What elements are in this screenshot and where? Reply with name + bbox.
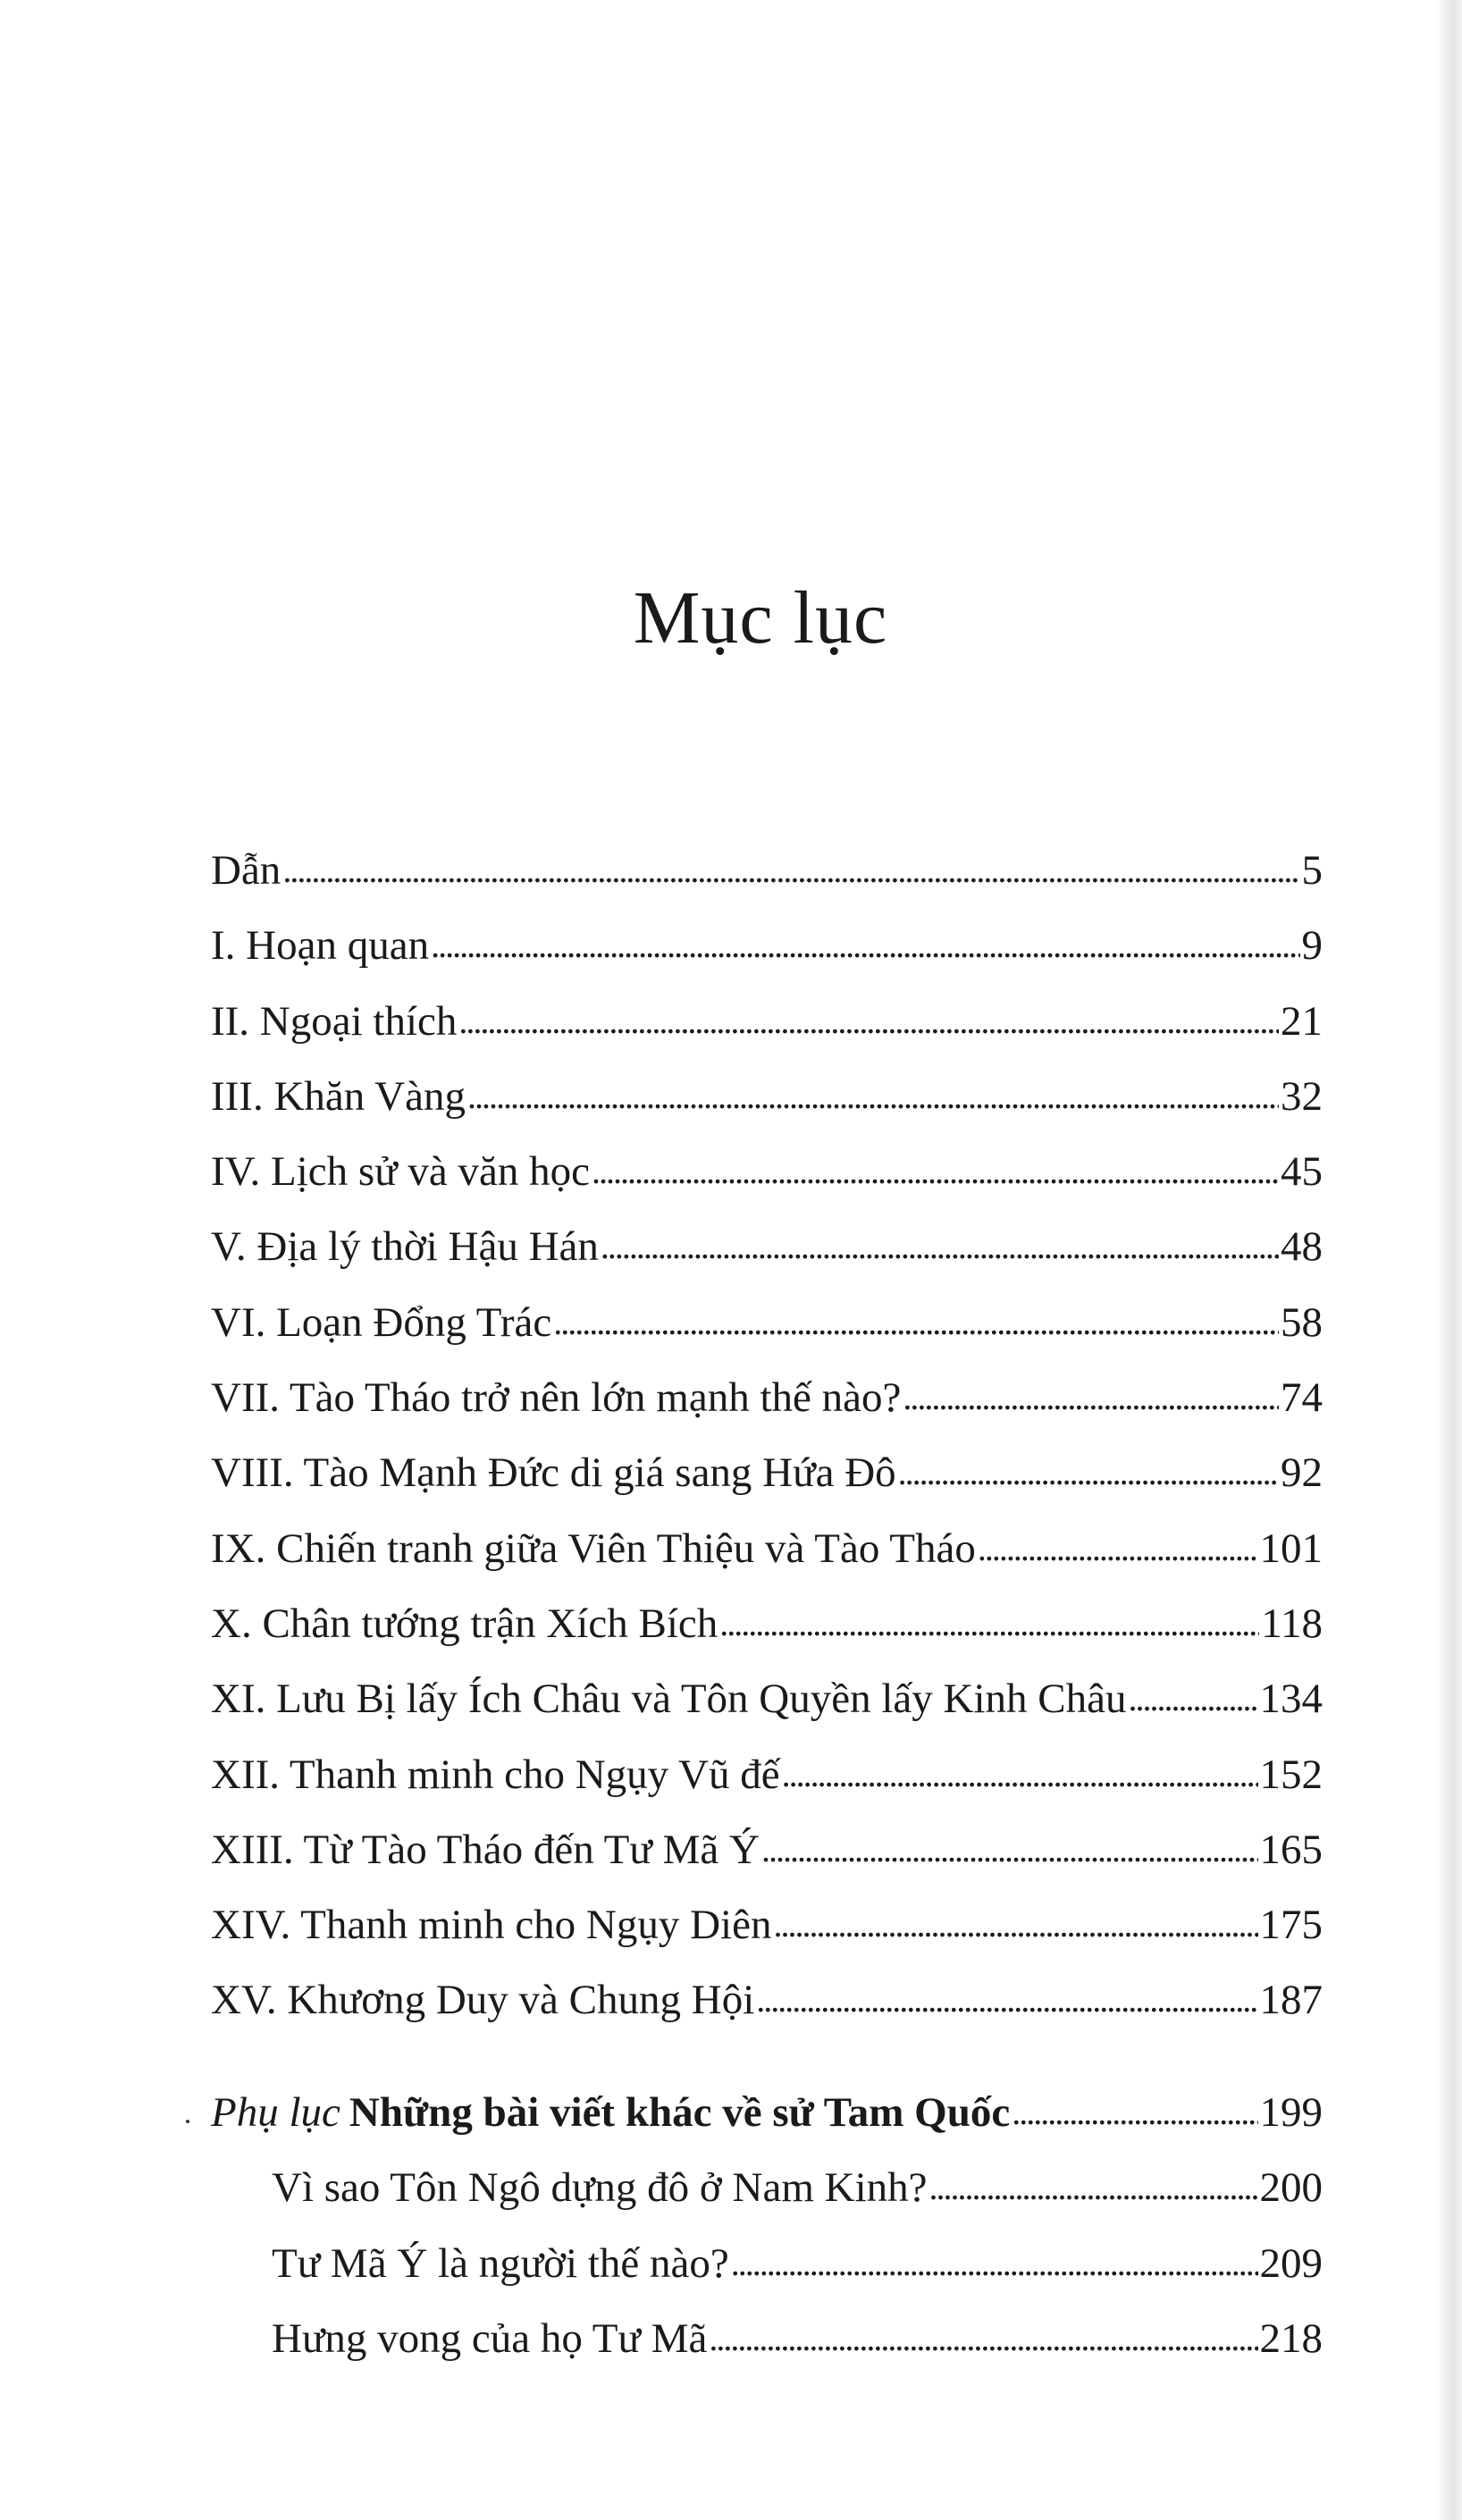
toc-entry-page: 218 <box>1259 2314 1323 2362</box>
toc-entry-label: VIII. Tào Mạnh Đức di giá sang Hứa Đô <box>211 1449 896 1497</box>
toc-entry-label: IV. Lịch sử và văn học <box>211 1148 591 1196</box>
toc-leader-dots <box>458 982 1279 1059</box>
toc-entry-page: 165 <box>1259 1826 1323 1873</box>
toc-entry-chapter-13[interactable] <box>211 1812 1323 1887</box>
toc-entry-chapter-5[interactable] <box>211 1209 1323 1284</box>
toc-entry-dan[interactable] <box>211 833 1323 908</box>
toc-leader-dots <box>761 1810 1258 1887</box>
toc-entry-chapter-4[interactable] <box>211 1134 1323 1209</box>
toc-entry-page: 9 <box>1301 922 1323 970</box>
toc-entry-chapter-12[interactable] <box>211 1737 1323 1812</box>
toc-entry-chapter-1[interactable] <box>211 908 1323 983</box>
toc-leader-dots <box>978 1509 1258 1586</box>
toc-entry-chapter-6[interactable] <box>211 1285 1323 1360</box>
toc-leader-dots <box>773 1886 1257 1962</box>
appendix-prefix: Phụ lục <box>211 2089 340 2136</box>
toc-entry-label: Dẫn <box>211 847 281 894</box>
toc-leader-dots <box>929 2148 1258 2225</box>
toc-leader-dots <box>709 2299 1257 2376</box>
appendix-title: Những bài viết khác về sử Tam Quốc <box>349 2089 1011 2136</box>
toc-entry-label: VII. Tào Tháo trở nên lớn mạnh thế nào? <box>211 1374 902 1422</box>
toc-entry-page: 58 <box>1281 1298 1323 1346</box>
toc-entry-chapter-9[interactable] <box>211 1511 1323 1586</box>
toc-entry-label: Tư Mã Ý là người thế nào? <box>272 2239 729 2287</box>
toc-entry-page: 92 <box>1281 1449 1323 1497</box>
toc-entry-page: 74 <box>1281 1374 1323 1422</box>
toc-entry-label: V. Địa lý thời Hậu Hán <box>211 1223 599 1271</box>
toc-entry-chapter-2[interactable] <box>211 984 1323 1059</box>
toc-leader-dots <box>282 831 1299 908</box>
toc-leader-dots <box>1012 2073 1257 2150</box>
toc-entry-chapter-8[interactable] <box>211 1435 1323 1510</box>
toc-entry-label: XIII. Từ Tào Tháo đến Tư Mã Ý <box>211 1826 760 1873</box>
appendix-heading <box>211 2075 1010 2150</box>
toc-entry-chapter-14[interactable] <box>211 1887 1323 1962</box>
toc-leader-dots <box>592 1132 1279 1209</box>
toc-leader-dots <box>731 2224 1258 2301</box>
appendix-section <box>211 2075 1323 2376</box>
toc-leader-dots <box>601 1207 1279 1284</box>
toc-entry-page: 118 <box>1261 1600 1323 1647</box>
page-edge-shadow <box>1435 0 1462 2520</box>
toc-entry-page: 101 <box>1259 1525 1323 1572</box>
toc-entry-label: XI. Lưu Bị lấy Ích Châu và Tôn Quyền lấy Kinh Châu <box>211 1676 1127 1723</box>
toc-entry-appendix[interactable] <box>211 2075 1323 2150</box>
toc-leader-dots <box>553 1283 1279 1360</box>
toc-entry-label: Vì sao Tôn Ngô dựng đô ở Nam Kinh? <box>272 2164 928 2212</box>
stray-ink-dot <box>186 2120 189 2123</box>
toc-leader-dots <box>756 1961 1257 2037</box>
toc-entry-label: Hưng vong của họ Tư Mã <box>272 2314 708 2362</box>
toc-entry-appendix-3[interactable] <box>211 2301 1323 2376</box>
toc-entry-page: 199 <box>1259 2089 1323 2136</box>
toc-entry-label: III. Khăn Vàng <box>211 1072 466 1120</box>
toc-entry-page: 200 <box>1259 2164 1323 2212</box>
toc-entry-appendix-1[interactable] <box>211 2150 1323 2225</box>
toc-entry-chapter-10[interactable] <box>211 1586 1323 1661</box>
toc-entry-label: XIV. Thanh minh cho Ngụy Diên <box>211 1902 772 1949</box>
toc-entry-page: 32 <box>1281 1072 1323 1120</box>
toc-entry-label: X. Chân tướng trận Xích Bích <box>211 1600 718 1647</box>
toc-entry-page: 187 <box>1259 1977 1323 2024</box>
toc-entry-page: 21 <box>1281 997 1323 1045</box>
toc-entry-label: XII. Thanh minh cho Ngụy Vũ đế <box>211 1751 780 1798</box>
toc-leader-dots <box>719 1584 1259 1661</box>
toc-entry-label: II. Ngoại thích <box>211 997 458 1045</box>
toc-entry-page: 152 <box>1259 1751 1323 1798</box>
toc-leader-dots <box>903 1358 1279 1435</box>
toc-entry-page: 45 <box>1281 1148 1323 1196</box>
toc-leader-dots <box>898 1433 1279 1510</box>
toc-entry-page: 175 <box>1259 1902 1323 1949</box>
toc-entry-chapter-15[interactable] <box>211 1962 1323 2037</box>
toc-entry-chapter-11[interactable] <box>211 1661 1323 1736</box>
table-of-contents <box>211 833 1323 2038</box>
toc-entry-chapter-3[interactable] <box>211 1059 1323 1134</box>
toc-entry-appendix-2[interactable] <box>211 2226 1323 2301</box>
toc-leader-dots <box>782 1735 1258 1812</box>
toc-entry-chapter-7[interactable] <box>211 1360 1323 1435</box>
page-title: Mục lục <box>633 576 888 659</box>
toc-entry-page: 5 <box>1301 847 1323 894</box>
toc-leader-dots <box>431 906 1299 983</box>
toc-entry-label: IX. Chiến tranh giữa Viên Thiệu và Tào Tháo <box>211 1525 976 1572</box>
toc-entry-page: 209 <box>1259 2239 1323 2287</box>
toc-leader-dots <box>467 1057 1279 1134</box>
toc-entry-label: I. Hoạn quan <box>211 922 430 970</box>
toc-entry-page: 134 <box>1259 1676 1323 1723</box>
toc-entry-label: VI. Loạn Đổng Trác <box>211 1298 552 1346</box>
toc-entry-page: 48 <box>1281 1223 1323 1271</box>
toc-entry-label: XV. Khương Duy và Chung Hội <box>211 1977 755 2024</box>
toc-leader-dots <box>1128 1659 1257 1736</box>
